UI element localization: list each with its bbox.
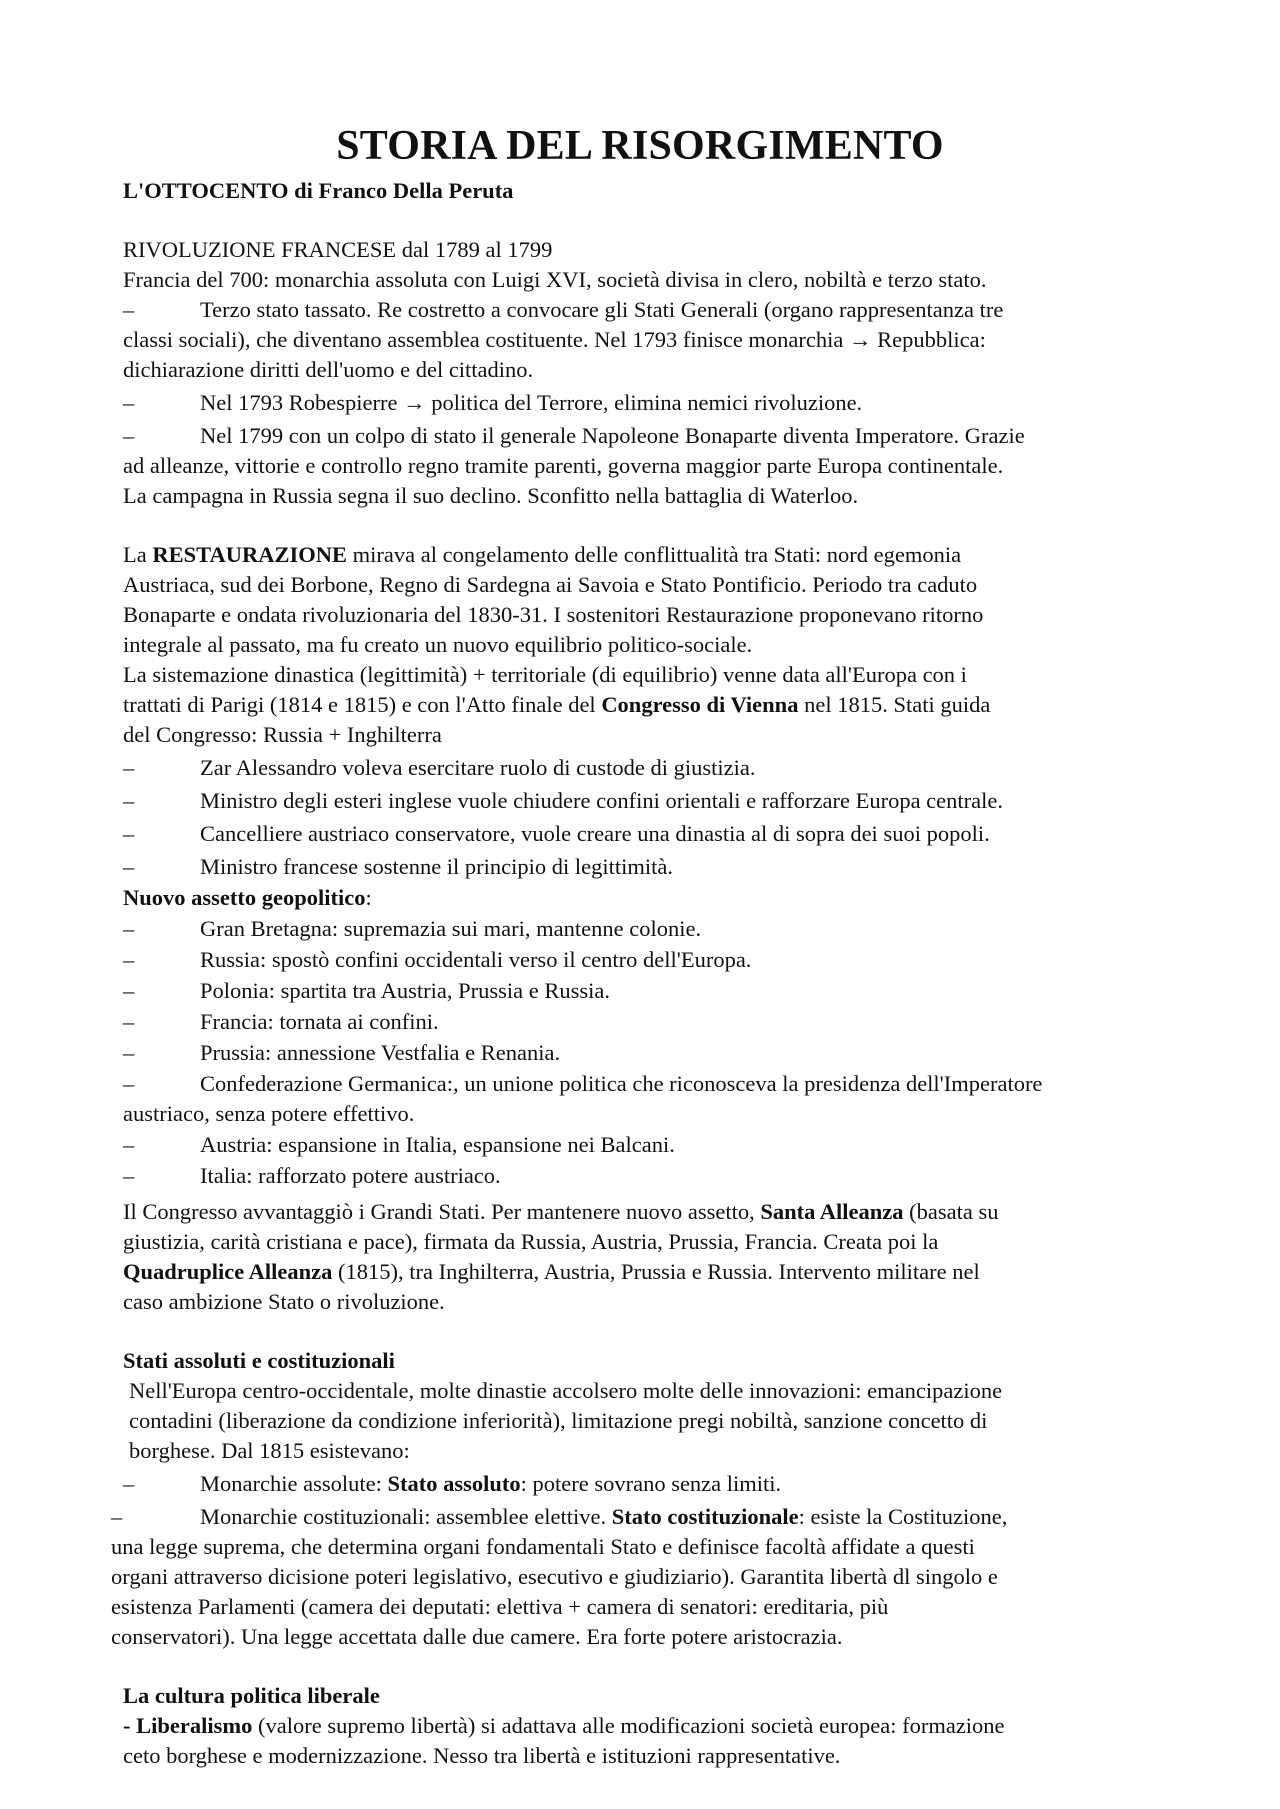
rivoluzione-bullet-3-cont: ad alleanze, vittorie e controllo regno tramite parenti, governa maggior parte Europa continentale.: [123, 453, 1004, 478]
bullet-dash: –: [123, 390, 135, 415]
bullet-dash: –: [123, 1040, 135, 1065]
congresso-paragraph-cont: giustizia, carità cristiana e pace), firmata da Russia, Austria, Prussia, Francia. Creata poi la: [123, 1229, 939, 1254]
section-heading-rivoluzione: RIVOLUZIONE FRANCESE dal 1789 al 1799: [123, 237, 553, 262]
assetto-bullet: – Italia: rafforzato potere austriaco.: [123, 1161, 501, 1191]
subtitle: L'OTTOCENTO di Franco Della Peruta: [123, 178, 514, 203]
bullet-dash: –: [123, 297, 135, 322]
stati-bullet-2-cont: una legge suprema, che determina organi fondamentali Stato e definisce facoltà affidate a questi: [111, 1534, 975, 1559]
cultura-paragraph-cont: ceto borghese e modernizzazione. Nesso tra libertà e istituzioni rappresentative.: [123, 1743, 841, 1768]
stati-bullet-1: – Monarchie assolute: Stato assoluto: potere sovrano senza limiti.: [123, 1469, 781, 1499]
bullet-dash: –: [123, 1132, 135, 1157]
restaurazione-bullet: – Cancelliere austriaco conservatore, vuole creare una dinastia al di sopra dei suoi popoli.: [123, 819, 990, 849]
assetto-bullet-cont: austriaco, senza potere effettivo.: [123, 1101, 415, 1126]
rivoluzione-bullet-2: – Nel 1793 Robespierre → politica del Terrore, elimina nemici rivoluzione.: [123, 388, 862, 418]
bullet-dash: –: [123, 1071, 135, 1096]
stati-bullet-2: – Monarchie costituzionali: assemblee elettive. Stato costituzionale: esiste la Costituzione,: [111, 1502, 1007, 1532]
bullet-dash: –: [123, 821, 135, 846]
bullet-dash: –: [123, 1163, 135, 1188]
restaurazione-paragraph-cont: Bonaparte e ondata rivoluzionaria del 1830-31. I sostenitori Restaurazione proponevano ritorno: [123, 602, 984, 627]
rivoluzione-bullet-1: – Terzo stato tassato. Re costretto a convocare gli Stati Generali (organo rappresentanza tre: [123, 295, 1003, 325]
bullet-dash: –: [123, 978, 135, 1003]
restaurazione-bullet: – Ministro degli esteri inglese vuole chiudere confini orientali e rafforzare Europa centrale.: [123, 786, 1003, 816]
congresso-paragraph-cont: caso ambizione Stato o rivoluzione.: [123, 1289, 445, 1314]
bullet-dash: –: [123, 755, 135, 780]
restaurazione-paragraph-2-cont: del Congresso: Russia + Inghilterra: [123, 722, 442, 747]
stati-bullet-2-cont: conservatori). Una legge accettata dalle due camere. Era forte potere aristocrazia.: [111, 1624, 843, 1649]
bullet-dash: –: [123, 1471, 135, 1496]
restaurazione-paragraph-2-cont: trattati di Parigi (1814 e 1815) e con l'Atto finale del Congresso di Vienna nel 1815. Stati guida: [123, 692, 991, 717]
bullet-dash: –: [123, 854, 135, 879]
assetto-bullet: – Austria: espansione in Italia, espansione nei Balcani.: [123, 1130, 675, 1160]
stati-paragraph: Nell'Europa centro-occidentale, molte dinastie accolsero molte delle innovazioni: emancipazione: [129, 1378, 1003, 1403]
bullet-dash: –: [123, 788, 135, 813]
assetto-bullet: – Russia: spostò confini occidentali verso il centro dell'Europa.: [123, 945, 751, 975]
bullet-dash: –: [111, 1504, 123, 1529]
assetto-bullet: – Prussia: annessione Vestfalia e Renania.: [123, 1038, 560, 1068]
rivoluzione-intro: Francia del 700: monarchia assoluta con Luigi XVI, società divisa in clero, nobiltà e terzo stato.: [123, 267, 987, 292]
stati-bullet-2-cont: esistenza Parlamenti (camera dei deputati: elettiva + camera di senatori: ereditaria, più: [111, 1594, 889, 1619]
section-heading-assetto: Nuovo assetto geopolitico:: [123, 885, 372, 910]
assetto-bullet: – Gran Bretagna: supremazia sui mari, mantenne colonie.: [123, 914, 701, 944]
bullet-dash: –: [123, 1009, 135, 1034]
congresso-paragraph: Il Congresso avvantaggiò i Grandi Stati. Per mantenere nuovo assetto, Santa Alleanza (basata su: [123, 1199, 999, 1224]
rivoluzione-bullet-1-cont: classi sociali), che diventano assemblea costituente. Nel 1793 finisce monarchia → Repubblica:: [123, 327, 986, 352]
restaurazione-paragraph-2: La sistemazione dinastica (legittimità) + territoriale (di equilibrio) venne data all'Europa con i: [123, 662, 967, 687]
assetto-bullet: – Francia: tornata ai confini.: [123, 1007, 439, 1037]
rivoluzione-bullet-1-cont: dichiarazione diritti dell'uomo e del cittadino.: [123, 357, 534, 382]
restaurazione-paragraph-cont: integrale al passato, ma fu creato un nuovo equilibrio politico-sociale.: [123, 632, 753, 657]
bullet-dash: –: [123, 423, 135, 448]
cultura-paragraph: - Liberalismo (valore supremo libertà) si adattava alle modificazioni società europea: formazione: [123, 1713, 1005, 1738]
section-heading-cultura: La cultura politica liberale: [123, 1683, 380, 1708]
bullet-dash: –: [123, 947, 135, 972]
stati-paragraph-cont: contadini (liberazione da condizione inferiorità), limitazione pregi nobiltà, sanzione concetto di: [129, 1408, 988, 1433]
bullet-dash: –: [123, 916, 135, 941]
assetto-bullet: – Confederazione Germanica:, un unione politica che riconosceva la presidenza dell'Imperatore: [123, 1069, 1042, 1099]
section-heading-stati: Stati assoluti e costituzionali: [123, 1348, 395, 1373]
assetto-bullet: – Polonia: spartita tra Austria, Prussia e Russia.: [123, 976, 610, 1006]
restaurazione-paragraph-cont: Austriaca, sud dei Borbone, Regno di Sardegna ai Savoia e Stato Pontificio. Periodo tra caduto: [123, 572, 978, 597]
restaurazione-paragraph: La RESTAURAZIONE mirava al congelamento delle conflittualità tra Stati: nord egemonia: [123, 542, 962, 567]
restaurazione-bullet: – Zar Alessandro voleva esercitare ruolo di custode di giustizia.: [123, 753, 755, 783]
page-title: STORIA DEL RISORGIMENTO: [336, 123, 944, 169]
rivoluzione-bullet-3: – Nel 1799 con un colpo di stato il generale Napoleone Bonaparte diventa Imperatore. Grazie: [123, 421, 1025, 451]
restaurazione-bullet: – Ministro francese sostenne il principio di legittimità.: [123, 852, 673, 882]
rivoluzione-bullet-3-cont: La campagna in Russia segna il suo declino. Sconfitto nella battaglia di Waterloo.: [123, 483, 859, 508]
stati-paragraph-cont: borghese. Dal 1815 esistevano:: [129, 1438, 410, 1463]
stati-bullet-2-cont: organi attraverso dicisione poteri legislativo, esecutivo e giudiziario). Garantita libertà dl singolo e: [111, 1564, 998, 1589]
congresso-paragraph-cont: Quadruplice Alleanza (1815), tra Inghilterra, Austria, Prussia e Russia. Intervento militare nel: [123, 1259, 980, 1284]
